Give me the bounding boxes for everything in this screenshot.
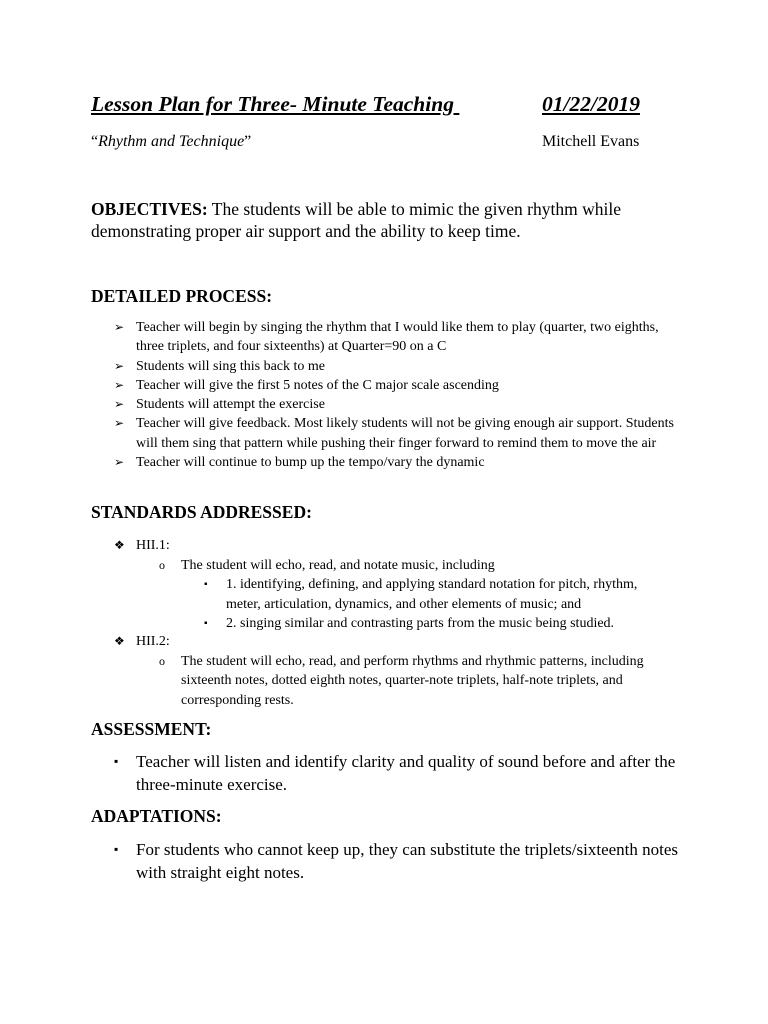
process-list — [114, 318, 684, 472]
subtitle-open-quote: “ — [91, 133, 99, 150]
standard-subitem: 2. singing similar and contrasting parts from the music being studied. — [226, 616, 615, 631]
arrow-bullet-icon: ➢ — [114, 320, 125, 334]
standard-code-row — [114, 632, 651, 652]
process-item-text: Teacher will give the first 5 notes of the C major scale ascending — [136, 377, 499, 393]
process-item-text: Teacher will give feedback. Most likely students will not be giving enough air support. Students will them sing that pattern while pushing their finger forward to remind them to move the air — [136, 416, 674, 451]
square-bullet-icon: ▪ — [204, 579, 208, 590]
square-bullet-icon: ▪ — [204, 618, 208, 629]
standard-code: HII.1: — [136, 538, 170, 553]
adaptations-text: For students who cannot keep up, they can substitute the triplets/sixteenth notes with straight eight notes. — [136, 840, 679, 882]
list-item — [114, 453, 684, 472]
standard-code: HII.2: — [136, 634, 170, 649]
arrow-bullet-icon: ➢ — [114, 455, 125, 470]
list-item — [114, 395, 684, 414]
subtitle-text: Rhythm and Technique — [98, 133, 245, 150]
circle-bullet-icon: o — [159, 557, 165, 572]
objectives-label: OBJECTIVES: — [91, 199, 208, 219]
list-item — [114, 318, 684, 357]
standard-description-row — [159, 556, 651, 576]
arrow-bullet-icon: ➢ — [114, 416, 125, 431]
arrow-bullet-icon: ➢ — [114, 358, 125, 373]
objectives-text: The students will be able to mimic the given rhythm while demonstrating proper air support and the ability to keep time. — [91, 199, 621, 241]
process-item-text: Teacher will begin by singing the rhythm that I would like them to play (quarter, two eighths, three triplets, and four sixteenths) at Quarter=90 on a C — [136, 320, 659, 355]
assessment-text: Teacher will listen and identify clarity and quality of sound before and after the three-minute exercise. — [136, 752, 676, 794]
standards-heading: STANDARDS ADDRESSED: — [91, 502, 312, 522]
author-name: Mitchell Evans — [542, 133, 640, 150]
process-heading: DETAILED PROCESS: — [91, 286, 273, 306]
arrow-bullet-icon: ➢ — [114, 377, 125, 392]
standard-description-row — [159, 652, 651, 711]
adaptations-heading: ADAPTATIONS: — [91, 806, 222, 826]
process-item-text: Teacher will continue to bump up the tempo/vary the dynamic — [136, 455, 485, 471]
lesson-subtitle — [91, 133, 251, 151]
square-bullet-icon: ▪ — [114, 754, 119, 768]
process-item-text: Students will attempt the exercise — [136, 397, 325, 413]
process-item-text: Students will sing this back to me — [136, 358, 325, 374]
assessment-item — [114, 750, 706, 796]
standard-subitem: 1. identifying, defining, and applying standard notation for pitch, rhythm, meter, articulation, dynamics, and other elements of music; and — [226, 577, 638, 612]
list-item — [114, 414, 684, 453]
diamond-bullet-icon: ❖ — [114, 634, 125, 648]
standard-hii1 — [114, 536, 666, 634]
standard-subitem-row — [204, 575, 666, 614]
adaptations-item — [114, 838, 706, 884]
standard-description: The student will echo, read, and perform rhythms and rhythmic patterns, including sixteenth notes, dotted eighth notes, quarter-note triplets, half-note triplets, and corresponding rests. — [181, 653, 644, 708]
standard-subitem-row — [204, 614, 666, 634]
circle-bullet-icon: o — [159, 653, 165, 668]
arrow-bullet-icon: ➢ — [114, 397, 125, 412]
standard-description: The student will echo, read, and notate music, including — [181, 557, 495, 573]
objectives-section — [91, 198, 691, 242]
standard-hii2 — [114, 632, 651, 710]
lesson-date: 01/22/2019 — [542, 92, 640, 116]
document-title: Lesson Plan for Three- Minute Teaching — [91, 92, 460, 116]
assessment-heading: ASSESSMENT: — [91, 719, 212, 739]
standard-code-row — [114, 536, 666, 556]
list-item — [114, 357, 684, 376]
diamond-bullet-icon: ❖ — [114, 538, 125, 552]
subtitle-close-quote: ” — [244, 133, 252, 150]
list-item — [114, 376, 684, 395]
square-bullet-icon: ▪ — [114, 842, 119, 856]
